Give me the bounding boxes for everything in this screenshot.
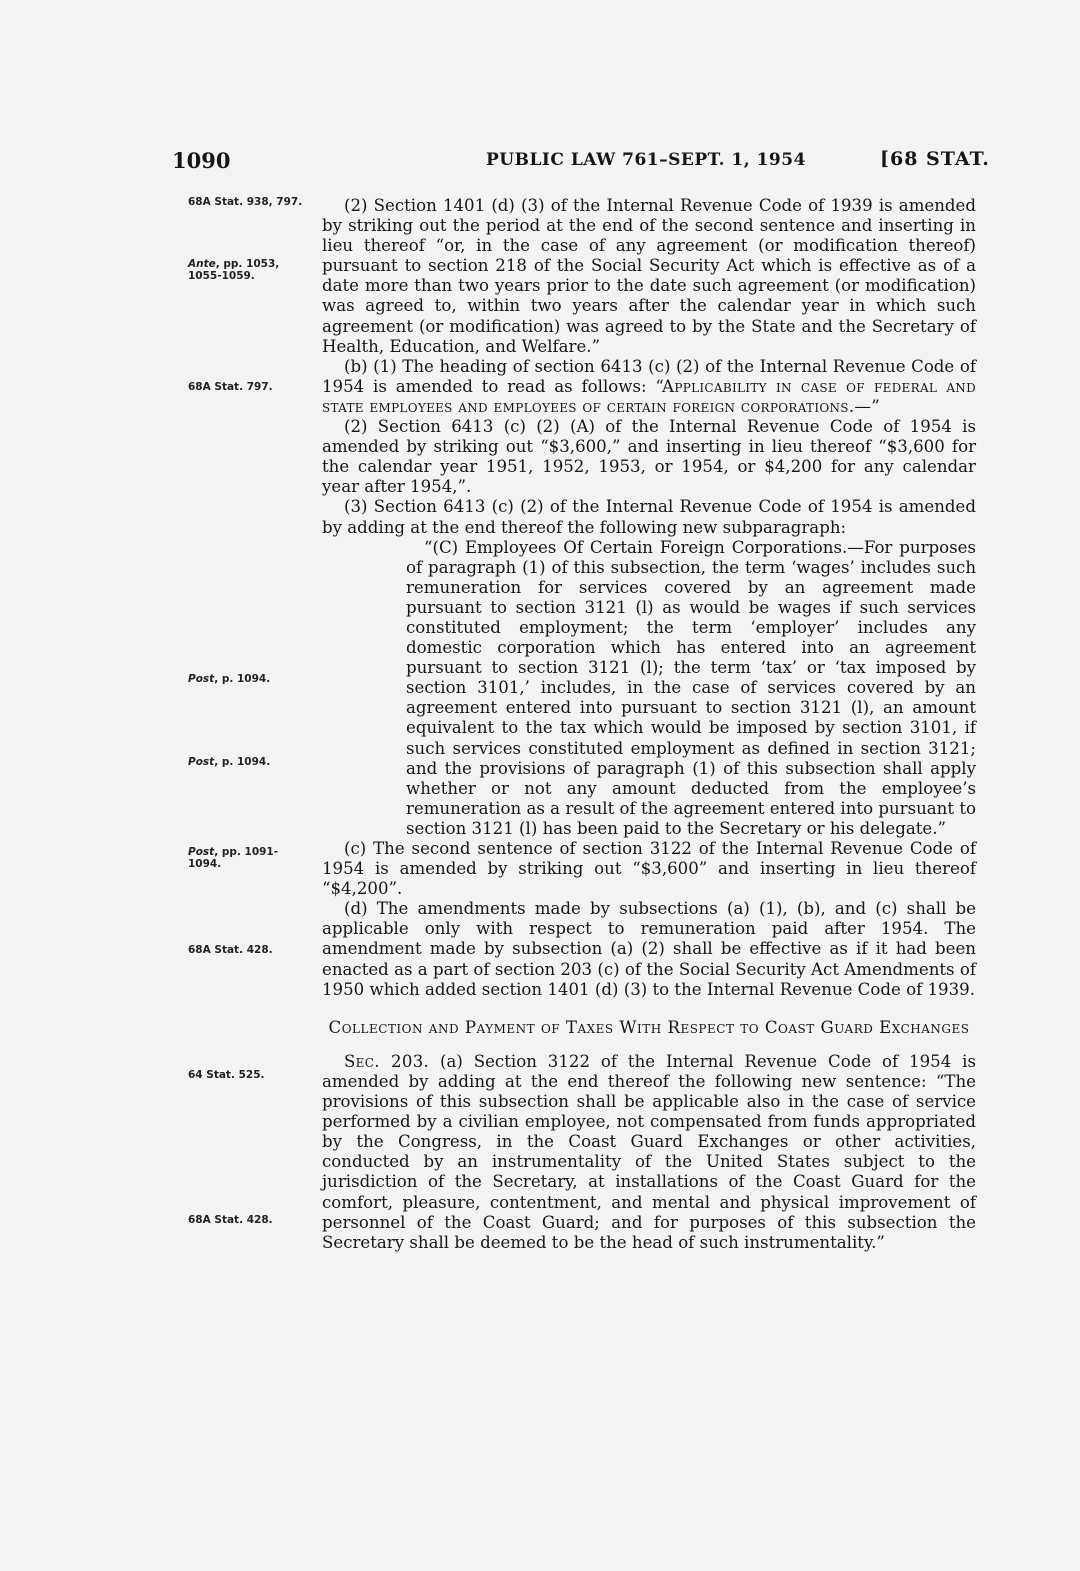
paragraph: (c) The second sentence of section 3122 of the Internal Revenue Code of 1954 is amended by striking out “$3,600” and inserting in lieu thereof “$4,200”. bbox=[322, 839, 976, 899]
paragraph: (d) The amendments made by subsections (a) (1), (b), and (c) shall be applicable only with respect to remuneration paid after 1954. The amendment made by subsection (a) (2) shall be effective as if it had been enacted as a part of section 203 (c) of the Social Security Act Amendments of 1950 which added section 1401 (d) (3) to the Internal Revenue Code of 1939. bbox=[322, 899, 976, 999]
margin-note: 68A Stat. 428. bbox=[188, 1214, 273, 1226]
paragraph: (3) Section 6413 (c) (2) of the Internal Revenue Code of 1954 is amended by adding at the end thereof the following new subparagraph: bbox=[322, 497, 976, 537]
main-text bbox=[322, 196, 976, 1253]
paragraph: (b) (1) The heading of section 6413 (c) (2) of the Internal Revenue Code of 1954 is amended to read as follows: “Applicability in case of federal and state employees and employees of certain foreign corporations.—” bbox=[322, 356, 977, 416]
page-header bbox=[0, 148, 1080, 178]
statute-reference: [68 STAT. bbox=[880, 148, 990, 170]
margin-note: 68A Stat. 428. bbox=[188, 944, 273, 956]
margin-note: Post, p. 1094. bbox=[188, 673, 271, 685]
page-number: 1090 bbox=[172, 148, 231, 173]
section-label: Sec. 203. bbox=[344, 1051, 430, 1071]
running-title: PUBLIC LAW 761–SEPT. 1, 1954 bbox=[486, 150, 806, 170]
margin-note: Post, p. 1094. bbox=[188, 756, 271, 768]
quoted-subparagraph: “(C) Employees Of Certain Foreign Corporations.—For purposes of paragraph (1) of this subsection, the term ‘wages’ includes such remuneration for services covered by an agreement made pursuant to section 3121 (l) as would be wages if such services constituted employment; the term ‘employer’ includes any domestic corporation which has entered into an agreement pursuant to section 3121 (l); the term ‘tax’ or ‘tax imposed by section 3101,’ includes, in the case of services covered by an agreement entered into pursuant to section 3121 (l), an amount equivalent to the tax which would be imposed by section 3101, if such services constituted employment as defined in section 3121; and the provisions of paragraph (1) of this subsection shall apply whether or not any amount deducted from the employee’s remuneration as a result of the agreement entered into pursuant to section 3121 (l) has been paid to the Secretary or his delegate.” bbox=[406, 537, 976, 838]
margin-note: 68A Stat. 797. bbox=[188, 381, 273, 393]
margin-note: 68A Stat. 938, 797. bbox=[188, 196, 303, 208]
margin-note: Ante, pp. 1053, 1055-1059. bbox=[188, 258, 280, 282]
margin-note: Post, pp. 1091-1094. bbox=[188, 846, 279, 870]
paragraph: Sec. 203. (a) Section 3122 of the Internal Revenue Code of 1954 is amended by adding at the end thereof the following new sentence: “The provisions of this subsection shall be applicable also in the case of service performed by a civilian employee, not compensated from funds appropriated by the Congress, in the Coast Guard Exchanges or other activities, conducted by an instrumentality of the United States subject to the jurisdiction of the Secretary, at installations of the Coast Guard for the comfort, pleasure, contentment, and mental and physical improvement of personnel of the Coast Guard; and for purposes of this subsection the Secretary shall be deemed to be the head of such instrumentality.” bbox=[322, 1051, 976, 1252]
paragraph: (2) Section 6413 (c) (2) (A) of the Internal Revenue Code of 1954 is amended by striking out “$3,600,” and inserting in lieu thereof “$3,600 for the calendar year 1951, 1952, 1953, or 1954, or $4,200 for any calendar year after 1954,”. bbox=[322, 417, 976, 497]
margin-note: 64 Stat. 525. bbox=[188, 1069, 265, 1081]
section-heading: Collection and Payment of Taxes With Respect to Coast Guard Exchanges bbox=[328, 1017, 970, 1037]
paragraph: (2) Section 1401 (d) (3) of the Internal Revenue Code of 1939 is amended by striking out the period at the end of the second sentence and inserting in lieu thereof “or, in the case of any agreement (or modification thereof) pursuant to section 218 of the Social Security Act which is effective as of a date more than two years prior to the date such agreement (or modification) was agreed to, within two years after the calendar year in which such agreement (or modification) was agreed to by the State and the Secretary of Health, Education, and Welfare.” bbox=[322, 196, 976, 356]
